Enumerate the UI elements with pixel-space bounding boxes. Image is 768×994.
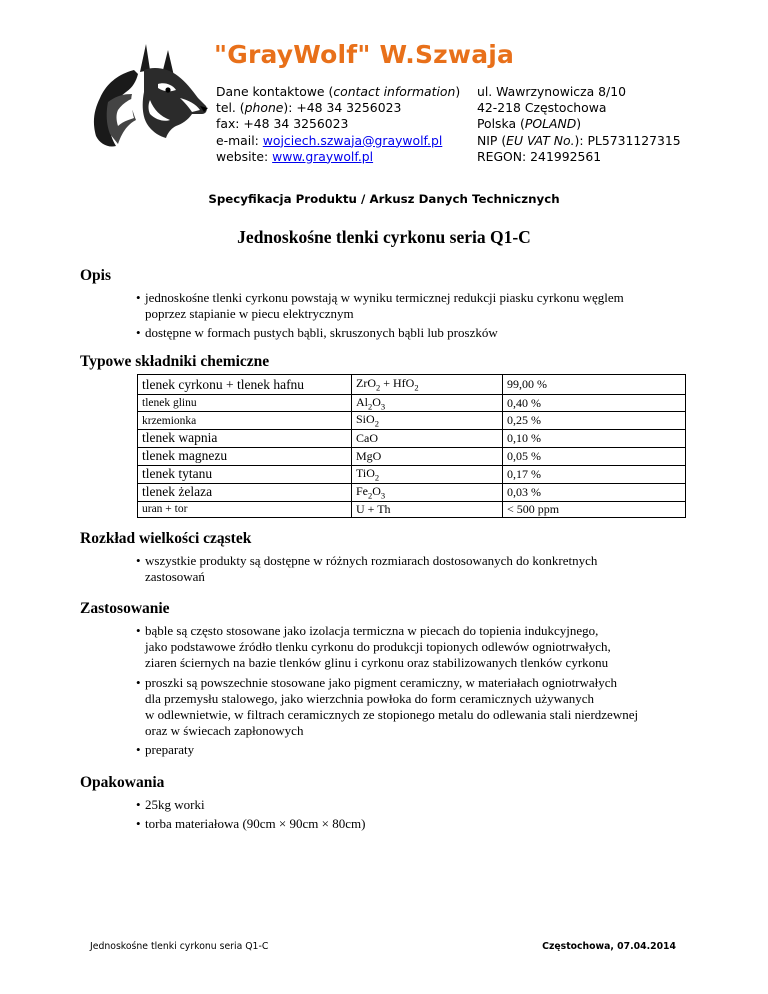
list-item — [136, 816, 365, 832]
section-heading-zastosowanie: Zastosowanie — [80, 600, 170, 617]
table-row — [138, 447, 686, 465]
bullet-list-zastosowanie — [136, 623, 638, 762]
component-value: < 500 ppm — [503, 501, 686, 517]
table-row — [138, 395, 686, 412]
list-item — [136, 675, 638, 740]
city: 42-218 Częstochowa — [477, 100, 607, 116]
list-item-text: 25kg worki — [145, 797, 205, 812]
component-name: tlenek wapnia — [138, 429, 352, 447]
list-item — [136, 742, 638, 758]
address-info — [477, 84, 681, 165]
list-item — [136, 623, 638, 672]
list-item — [136, 553, 597, 585]
list-item-text: dostępne w formach pustych bąbli, skruszonych bąbli lub proszków — [145, 325, 498, 341]
street: ul. Wawrzynowicza 8/10 — [477, 84, 626, 99]
table-row — [138, 483, 686, 501]
list-item-text: jako podstawowe źródło tlenku cyrkonu do produkcji topionych odlewów ogniotrwałych, — [145, 639, 611, 655]
component-name: tlenek tytanu — [138, 465, 352, 483]
table-row — [138, 375, 686, 395]
component-formula: ZrO$_2$ + HfO$_2$ — [352, 375, 503, 395]
footer-date: Częstochowa, 07.04.2014 — [542, 941, 676, 952]
component-formula: SiO$_2$ — [352, 412, 503, 429]
regon: REGON: 241992561 — [477, 148, 602, 164]
table-row — [138, 429, 686, 447]
component-value: 0,03 % — [503, 483, 686, 501]
bullet-icon: • — [136, 797, 141, 812]
component-value: 0,25 % — [503, 412, 686, 429]
table-row — [138, 501, 686, 517]
bullet-icon: • — [136, 674, 141, 690]
list-item — [136, 290, 624, 322]
section-heading-rozklad: Rozkład wielkości cząstek — [80, 530, 252, 547]
bullet-list-opakowania — [136, 797, 365, 835]
list-item-text: wszystkie produkty są dostępne w różnych rozmiarach dostosowanych do konkretnych — [145, 553, 598, 568]
wolf-logo — [88, 40, 210, 150]
list-item-text: zastosowań — [145, 569, 205, 585]
bullet-icon: • — [136, 742, 141, 758]
bullet-icon: • — [136, 553, 141, 568]
component-value: 0,10 % — [503, 429, 686, 447]
bullet-list-opis — [136, 290, 624, 345]
list-item-text: oraz w świecach zapłonowych — [145, 723, 304, 739]
email-line: e-mail: wojciech.szwaja@graywolf.pl — [216, 132, 443, 148]
contact-info — [216, 84, 460, 165]
list-item-text: torba materiałowa (90cm × 90cm × 80cm) — [145, 816, 366, 832]
component-name: krzemionka — [138, 412, 352, 429]
chem-table — [137, 374, 686, 518]
component-name: tlenek cyrkonu + tlenek hafnu — [138, 375, 352, 395]
table-row — [138, 465, 686, 483]
component-formula: TiO$_2$ — [352, 465, 503, 483]
component-value: 99,00 % — [503, 375, 686, 395]
component-formula: U + Th — [352, 501, 503, 517]
list-item-text: jednoskośne tlenki cyrkonu powstają w wyniku termicznej redukcji piasku cyrkonu węglem — [145, 290, 624, 305]
component-value: 0,40 % — [503, 395, 686, 412]
list-item-text: w odlewnietwie, w filtrach ceramicznych ze stopionego metalu do odlewania stali nierdzewnej — [145, 707, 639, 723]
website-link[interactable]: www.graywolf.pl — [272, 148, 374, 164]
company-name: "GrayWolf" W.Szwaja — [214, 40, 515, 69]
country: Polska (POLAND) — [477, 116, 582, 132]
component-value: 0,17 % — [503, 465, 686, 483]
email-link[interactable]: wojciech.szwaja@graywolf.pl — [262, 132, 443, 148]
component-name: uran + tor — [138, 501, 352, 517]
component-formula: $Al_2O_3$ — [352, 395, 503, 412]
bullet-icon: • — [136, 816, 141, 832]
table-row — [138, 412, 686, 429]
page-title: Jednoskośne tlenki cyrkonu seria Q1-C — [237, 227, 531, 247]
bullet-icon: • — [136, 325, 141, 341]
contact-heading: Dane kontaktowe (contact information) — [216, 84, 461, 99]
list-item-text: dla przemysłu stalowego, jako wierzchnia powłoka do form ceramicznych używanych — [145, 690, 595, 706]
list-item-text: bąble są często stosowane jako izolacja termiczna w piecach do topienia indukcyjnego, — [145, 623, 599, 638]
component-value: 0,05 % — [503, 447, 686, 465]
section-heading-opakowania: Opakowania — [80, 774, 165, 791]
list-item — [136, 325, 624, 341]
component-formula: MgO — [352, 447, 503, 465]
list-item-text: proszki są powszechnie stosowane jako pigment ceramiczny, w materiałach ogniotrwałych — [145, 674, 618, 690]
list-item-text: preparaty — [145, 742, 195, 758]
list-item-text: ziaren ściernych na bazie tlenków glinu i cyrkonu oraz stabilizowanych tlenków cyrkonu — [145, 655, 609, 671]
component-formula: $Fe_2O_3$ — [352, 483, 503, 501]
component-name: tlenek glinu — [138, 395, 352, 412]
list-item-text: poprzez stapianie w piecu elektrycznym — [145, 306, 354, 322]
component-name: tlenek żelaza — [138, 483, 352, 501]
bullet-icon: • — [136, 290, 141, 305]
phone: tel. (phone): +48 34 3256023 — [216, 100, 402, 116]
footer-product: Jednoskośne tlenki cyrkonu seria Q1-C — [90, 941, 269, 952]
website-line: website: www.graywolf.pl — [216, 148, 374, 164]
component-name: tlenek magnezu — [138, 447, 352, 465]
document-subtitle: Specyfikacja Produktu / Arkusz Danych Technicznych — [208, 192, 560, 206]
nip: NIP (EU VAT No.): PL5731127315 — [477, 132, 681, 148]
component-formula: CaO — [352, 429, 503, 447]
bullet-list-rozklad — [136, 553, 597, 588]
bullet-icon: • — [136, 623, 141, 638]
section-heading-opis: Opis — [80, 267, 112, 284]
fax: fax: +48 34 3256023 — [216, 116, 349, 132]
list-item — [136, 797, 365, 813]
section-heading-chem: Typowe składniki chemiczne — [80, 353, 270, 370]
